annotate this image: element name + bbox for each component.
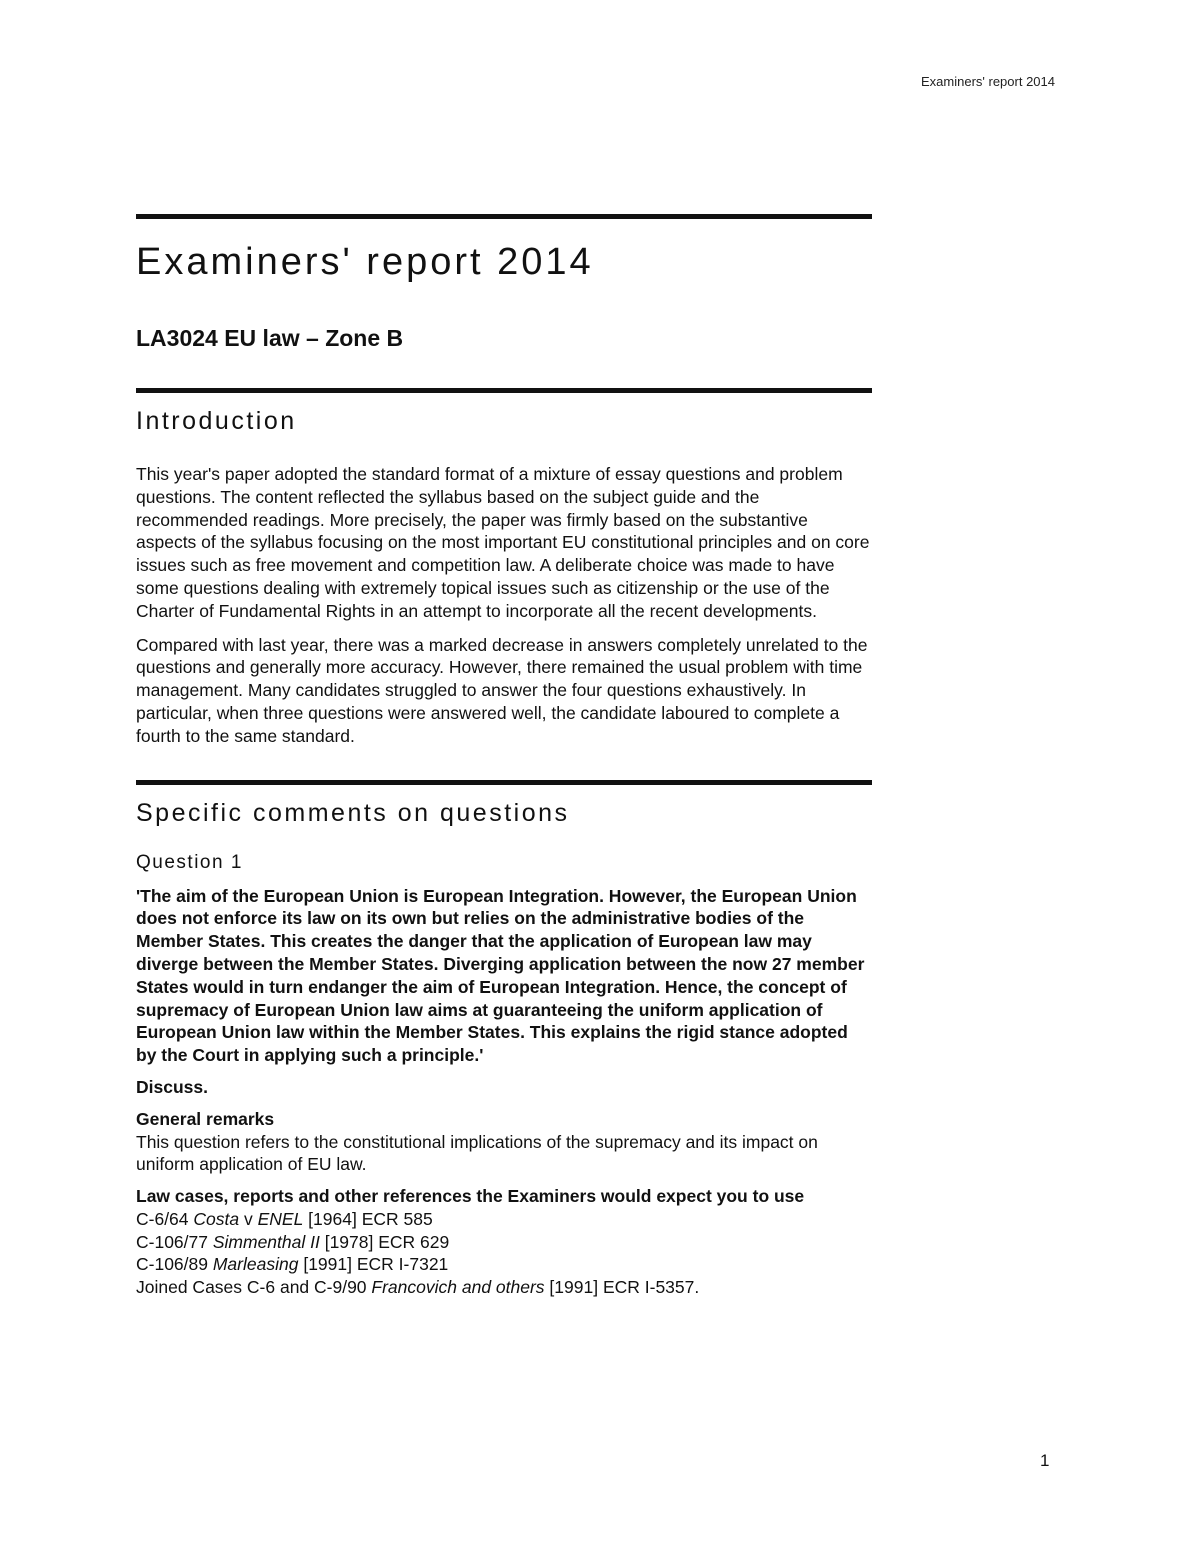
case-name: Costa bbox=[193, 1208, 240, 1229]
case-citation: [1978] ECR 629 bbox=[319, 1231, 450, 1252]
page-content bbox=[136, 214, 872, 1298]
document-subtitle: LA3024 EU law – Zone B bbox=[136, 325, 404, 351]
case-citation: [1991] ECR I-5357. bbox=[544, 1276, 700, 1297]
case-reference bbox=[136, 1276, 872, 1299]
question-1-quote: 'The aim of the European Union is European Integration. However, the European Union does not enforce its law on its own but relies on the administrative bodies of the Member States. This creates the danger that the application of European law may diverge between the Member States. Diverging application between the now 27 member States would in turn endanger the aim of European Integration. Hence, the concept of supremacy of European Union law aims at guaranteeing the uniform application of European Union law within the Member States. This explains the rigid stance adopted by the Court in applying such a principle.' bbox=[136, 885, 865, 1066]
specific-comments-rule bbox=[136, 780, 872, 785]
document-title: Examiners' report 2014 bbox=[136, 241, 594, 283]
introduction-rule bbox=[136, 388, 872, 393]
case-reference bbox=[136, 1208, 872, 1231]
case-number: Joined Cases C-6 and C-9/90 bbox=[136, 1276, 372, 1297]
case-separator: v bbox=[239, 1208, 258, 1229]
page-number: 1 bbox=[1040, 1451, 1050, 1470]
case-name: Francovich and others bbox=[371, 1276, 545, 1297]
references-heading: Law cases, reports and other references the Examiners would expect you to use bbox=[136, 1186, 805, 1207]
question-1-heading: Question 1 bbox=[136, 851, 243, 873]
introduction-paragraph-2: Compared with last year, there was a marked decrease in answers completely unrelated to the questions and generally more accuracy. However, there remained the usual problem with time management. Many candidates struggled to answer the four questions exhaustively. In particular, when three questions were answered well, the candidate laboured to complete a fourth to the same standard. bbox=[136, 634, 868, 746]
case-reference bbox=[136, 1231, 872, 1254]
general-remarks-text: This question refers to the constitutional implications of the supremacy and its impact on uniform application of EU law. bbox=[136, 1131, 818, 1175]
introduction-paragraph-1: This year's paper adopted the standard format of a mixture of essay questions and problem questions. The content reflected the syllabus based on the subject guide and the recommended readings. More precisely, the paper was firmly based on the substantive aspects of the syllabus focusing on the most important EU constitutional principles and on core issues such as free movement and competition law. A deliberate choice was made to have some questions dealing with extremely topical issues such as citizenship or the use of the Charter of Fundamental Rights in an attempt to incorporate all the recent developments. bbox=[136, 464, 870, 621]
case-name-second-party: ENEL bbox=[257, 1208, 304, 1229]
case-reference bbox=[136, 1253, 872, 1276]
question-1-instruction: Discuss. bbox=[136, 1076, 208, 1097]
case-list bbox=[136, 1208, 872, 1298]
case-number: C-6/64 bbox=[136, 1208, 194, 1229]
case-citation: [1964] ECR 585 bbox=[303, 1208, 433, 1229]
case-citation: [1991] ECR I-7321 bbox=[298, 1254, 449, 1275]
running-header: Examiners' report 2014 bbox=[921, 74, 1055, 89]
introduction-heading: Introduction bbox=[136, 407, 297, 435]
title-top-rule bbox=[136, 214, 872, 219]
case-name: Marleasing bbox=[212, 1254, 299, 1275]
case-number: C-106/89 bbox=[136, 1254, 213, 1275]
specific-comments-heading: Specific comments on questions bbox=[136, 798, 570, 827]
general-remarks-heading: General remarks bbox=[136, 1108, 275, 1129]
case-name: Simmenthal II bbox=[212, 1231, 320, 1252]
case-number: C-106/77 bbox=[136, 1231, 213, 1252]
